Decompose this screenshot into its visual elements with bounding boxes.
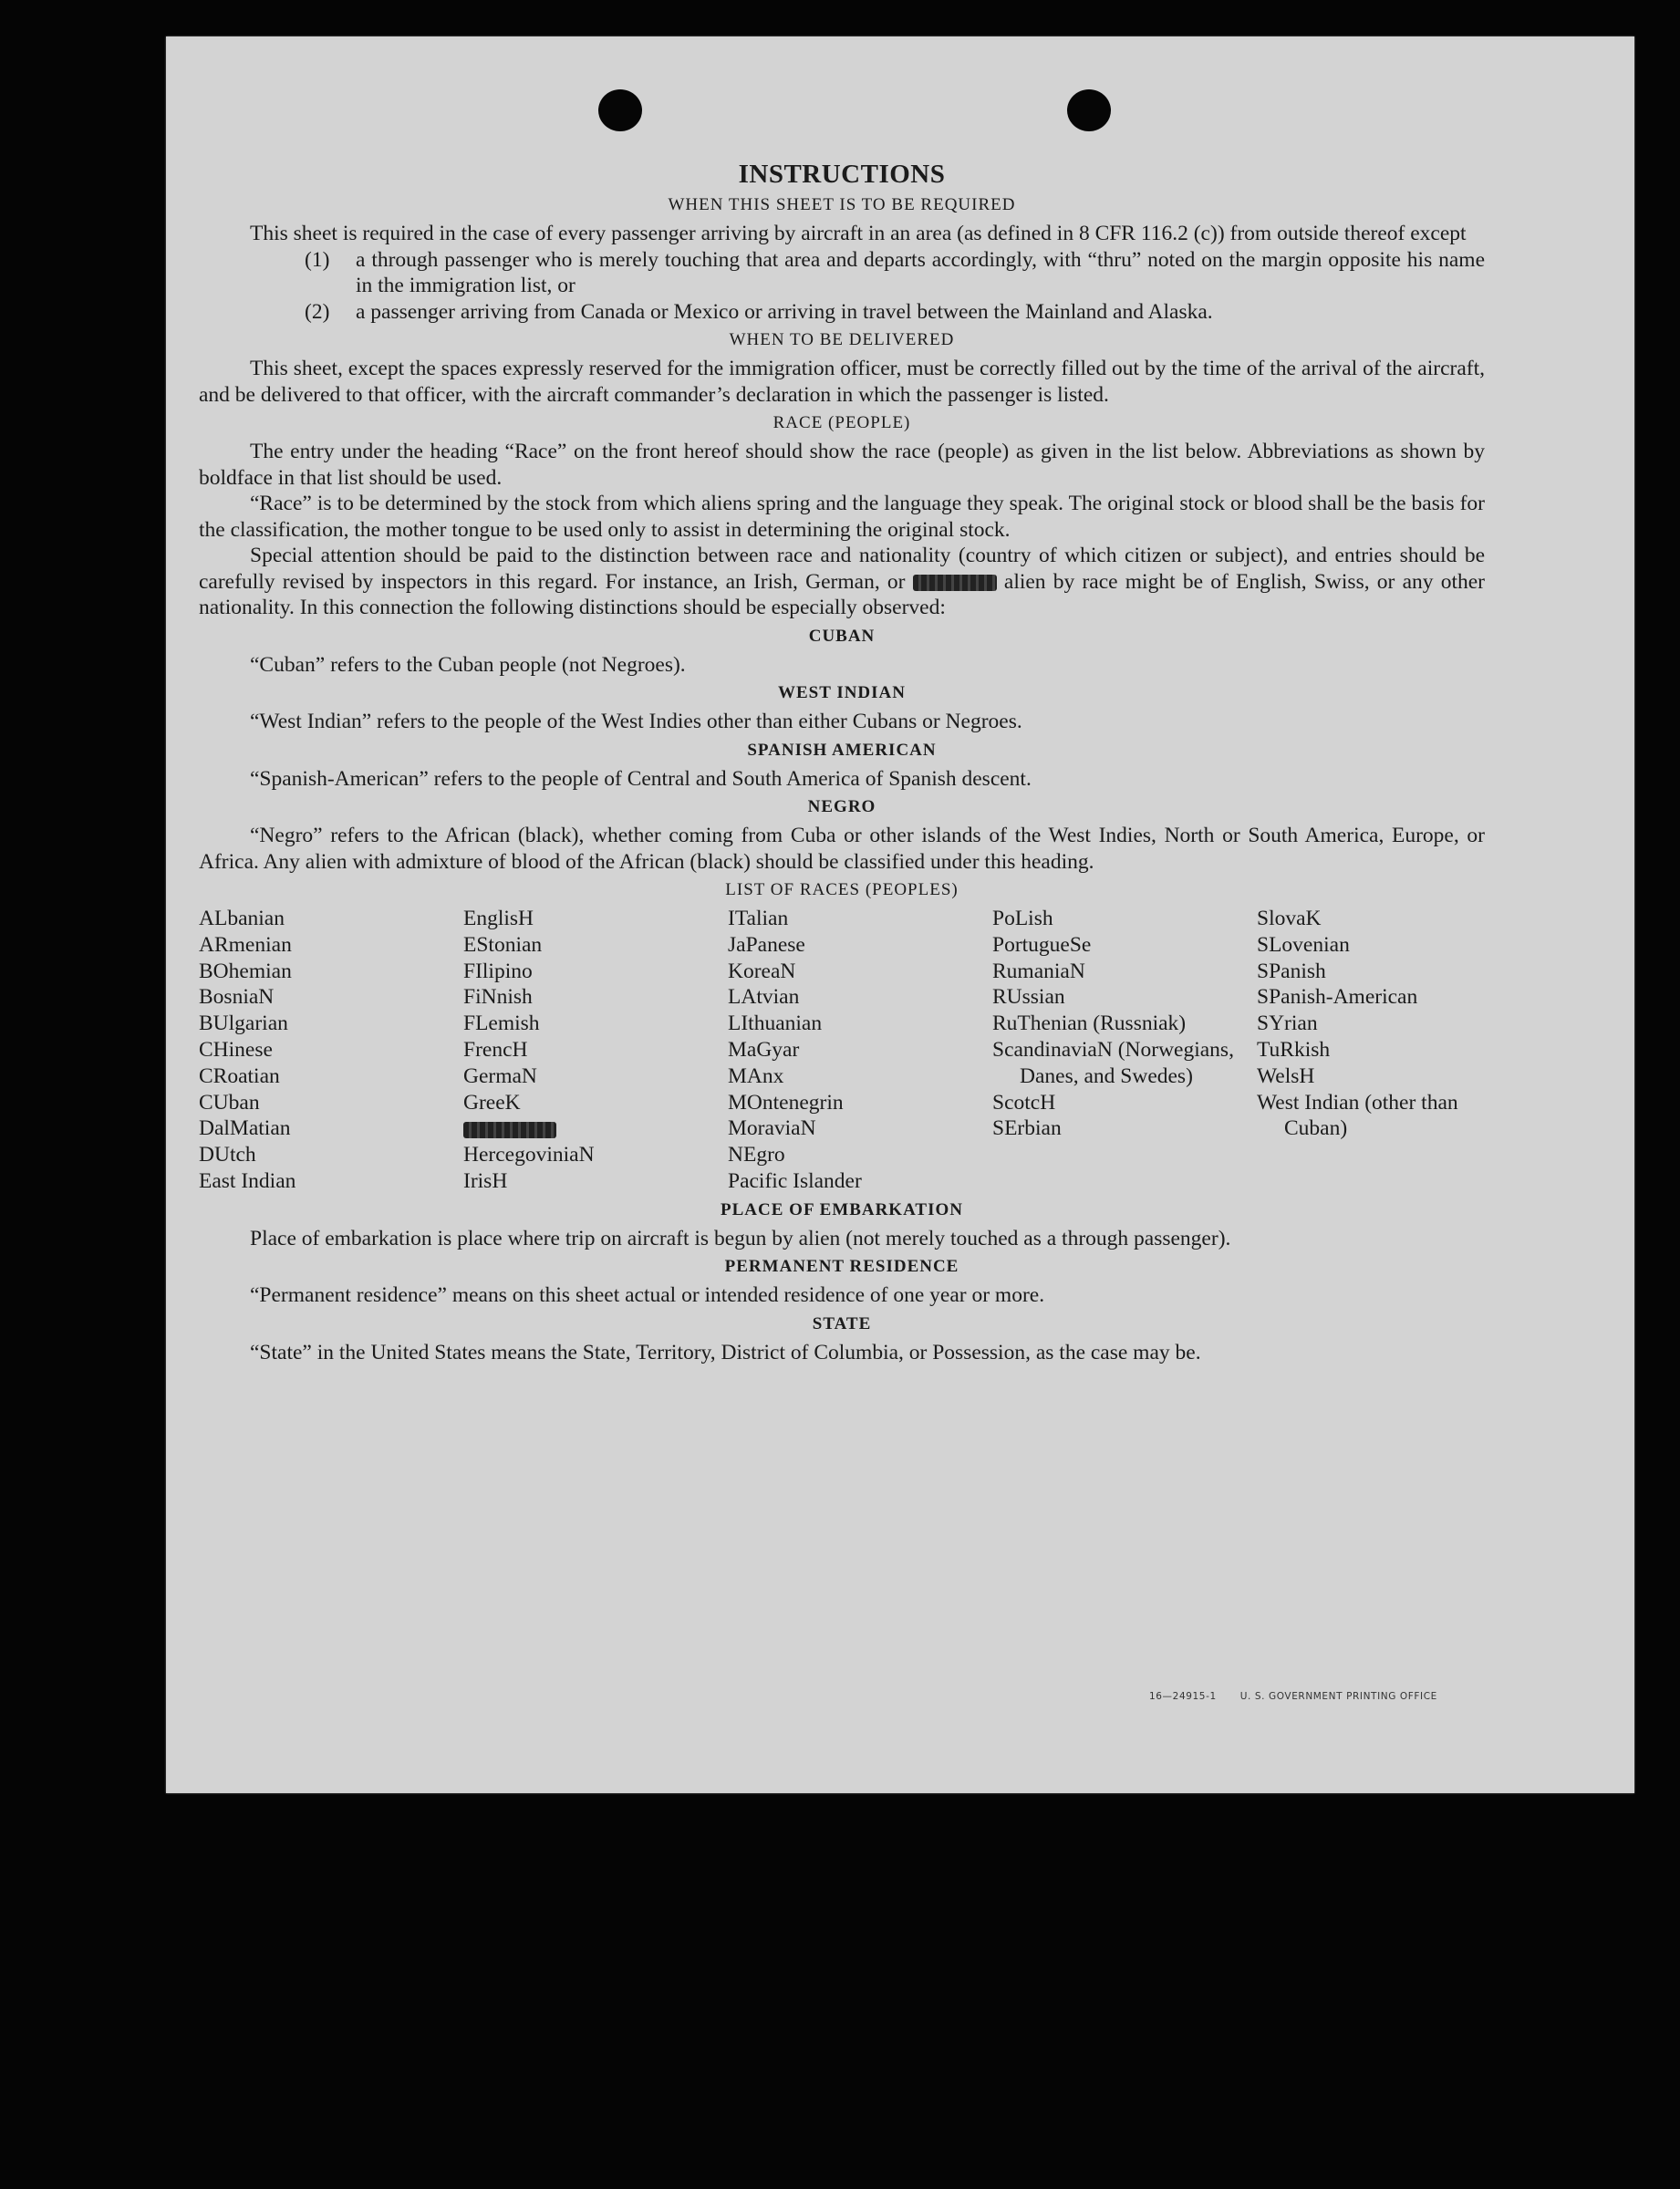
race-entry: ARmenian [199, 932, 292, 957]
race-entry: TuRkish [1257, 1037, 1331, 1062]
race-entry: SPanish [1257, 959, 1326, 983]
residence-text: “Permanent residence” means on this sheet actual or intended residence of one year or more. [250, 1283, 1045, 1308]
race-paragraph-3-end: alien by race might be of English, Swiss, or any other nationality. In this connection the following distinctions should be especially observed: [199, 569, 1485, 619]
west-indian-text: “West Indian” refers to the people of the West Indies other than either Cubans or Negroes. [250, 710, 1022, 733]
race-entry: WelsH [1257, 1063, 1315, 1088]
heading-west-indian: WEST INDIAN [778, 683, 906, 702]
race-entry: Pacific Islander [728, 1168, 862, 1193]
races-column-5 [1257, 906, 1494, 1195]
cuban-text: “Cuban” refers to the Cuban people (not Negroes). [250, 652, 686, 677]
printer-footer [1149, 1691, 1457, 1702]
instructions-content [199, 159, 1485, 1365]
race-paragraph-1: The entry under the heading “Race” on the front hereof should show the race (people) as given in the list below. Abbreviations as shown by boldface in that list should be used. [199, 440, 1485, 490]
race-entry: SLovenian [1257, 932, 1350, 957]
race-entry: MAnx [728, 1063, 784, 1088]
exception-text: a passenger arriving from Canada or Mexico or arriving in travel between the Mainland and Alaska. [356, 299, 1213, 324]
race-entry: BOhemian [199, 959, 292, 983]
heading-state: STATE [812, 1313, 872, 1333]
redacted-word [463, 1122, 556, 1138]
heading-cuban: CUBAN [808, 626, 876, 646]
race-entry: BosniaN [199, 985, 275, 1010]
form-number: 16—24915-1 [1149, 1691, 1217, 1702]
heading-spanish-american: SPANISH AMERICAN [747, 740, 937, 760]
race-entry: GermaN [463, 1063, 537, 1088]
race-entry: IrisH [463, 1168, 508, 1193]
heading-place-of-embarkation: PLACE OF EMBARKATION [721, 1199, 963, 1219]
printer-imprint: U. S. GOVERNMENT PRINTING OFFICE [1239, 1691, 1437, 1702]
heading-permanent-residence: PERMANENT RESIDENCE [724, 1257, 959, 1277]
races-column-1 [199, 906, 463, 1195]
race-entry: EnglisH [463, 907, 534, 930]
race-entry: DUtch [199, 1143, 256, 1167]
document-sheet [166, 36, 1634, 1793]
race-entry: CUban [199, 1090, 260, 1115]
race-entry: FIlipino [463, 959, 533, 983]
race-entry: MaGyar [728, 1037, 800, 1062]
heading-race: RACE (PEOPLE) [773, 413, 911, 432]
race-entry: JaPanese [728, 932, 805, 957]
race-entry: MOntenegrin [728, 1090, 844, 1115]
race-paragraph-3-start: Special attention should be paid to the distinction between race and nationality (country of which citizen or subject), and entries should be carefully revised by inspectors in this regard. For instance, an Irish, German, or [199, 544, 1485, 594]
heading-when-delivered: WHEN TO BE DELIVERED [729, 330, 955, 349]
spanish-american-text: “Spanish-American” refers to the people of Central and South America of Spanish descent. [250, 766, 1032, 791]
page-title: INSTRUCTIONS [738, 160, 946, 189]
race-paragraph-3 [199, 543, 1485, 621]
race-entry: PoLish [992, 907, 1053, 930]
race-entry: CHinese [199, 1037, 273, 1062]
race-entry: FLemish [463, 1012, 540, 1036]
race-entry: East Indian [199, 1168, 296, 1193]
required-intro: This sheet is required in the case of every passenger arriving by aircraft in an area (as defined in 8 CFR 116.2 (c)) from outside thereof except [250, 222, 1467, 245]
race-paragraph-2: “Race” is to be determined by the stock from which aliens spring and the language they speak. The original stock or blood shall be the basis for the classification, the mother tongue to be used only to assist in determining the original stock. [199, 492, 1485, 542]
exception-text: a through passenger who is merely touching that area and departs accordingly, with “thru” noted on the margin opposite his name in the immigration list, or [356, 247, 1485, 297]
race-entry: CRoatian [199, 1063, 280, 1088]
punch-hole-left [598, 89, 642, 131]
races-list [199, 906, 1485, 1195]
exception-number: (1) [305, 247, 330, 272]
race-entry: ScandinaviaN (Norwegians, Danes, and Swedes) [992, 1037, 1234, 1088]
race-entry: LAtvian [728, 985, 800, 1010]
race-entry: HercegoviniaN [463, 1143, 595, 1167]
races-column-3 [728, 906, 992, 1195]
race-entry: NEgro [728, 1143, 785, 1167]
negro-text: “Negro” refers to the African (black), whether coming from Cuba or other islands of the West Indies, North or South America, Europe, or Africa. Any alien with admixture of blood of the African (black) should be classified under this heading. [199, 824, 1485, 874]
race-entry: SPanish-American [1257, 985, 1418, 1010]
race-entry: BUlgarian [199, 1012, 288, 1036]
redacted-word [913, 575, 997, 591]
race-entry: ALbanian [199, 907, 285, 930]
race-entry: SlovaK [1257, 907, 1322, 930]
race-entry: RUssian [992, 985, 1065, 1010]
race-entry: EStonian [463, 932, 543, 957]
exception-item-1 [305, 247, 1485, 299]
race-entry: SErbian [992, 1116, 1062, 1141]
heading-list-of-races: LIST OF RACES (PEOPLES) [725, 880, 959, 899]
race-entry: FiNnish [463, 985, 533, 1010]
embarkation-text: Place of embarkation is place where trip on aircraft is begun by alien (not merely touched as a through passenger). [250, 1226, 1231, 1250]
race-entry: West Indian (other than Cuban) [1257, 1090, 1458, 1141]
punch-hole-right [1067, 89, 1111, 131]
races-column-4 [992, 906, 1257, 1195]
race-entry: RumaniaN [992, 959, 1085, 983]
race-entry: DalMatian [199, 1116, 291, 1141]
state-text: “State” in the United States means the State, Territory, District of Columbia, or Possession, as the case may be. [250, 1340, 1201, 1364]
race-entry: LIthuanian [728, 1012, 823, 1036]
race-entry: GreeK [463, 1090, 521, 1115]
race-entry: FrencH [463, 1037, 528, 1062]
delivered-text: This sheet, except the spaces expressly reserved for the immigration officer, must be correctly filled out by the time of the arrival of the aircraft, and be delivered to that officer, with the aircraft commander’s declaration in which the passenger is listed. [199, 357, 1485, 407]
heading-negro: NEGRO [807, 797, 876, 816]
heading-when-required: WHEN THIS SHEET IS TO BE REQUIRED [668, 195, 1016, 214]
exception-number: (2) [305, 299, 330, 324]
race-entry-redacted [463, 1115, 728, 1142]
race-entry: PortugueSe [992, 932, 1092, 957]
races-column-2 [463, 906, 728, 1195]
exception-item-2 [305, 299, 1485, 326]
race-entry: RuThenian (Russniak) [992, 1012, 1187, 1036]
race-entry: SYrian [1257, 1012, 1318, 1036]
race-entry: KoreaN [728, 959, 796, 983]
race-entry: MoraviaN [728, 1116, 816, 1141]
race-entry: ITalian [728, 907, 789, 930]
race-entry: ScotcH [992, 1090, 1056, 1115]
